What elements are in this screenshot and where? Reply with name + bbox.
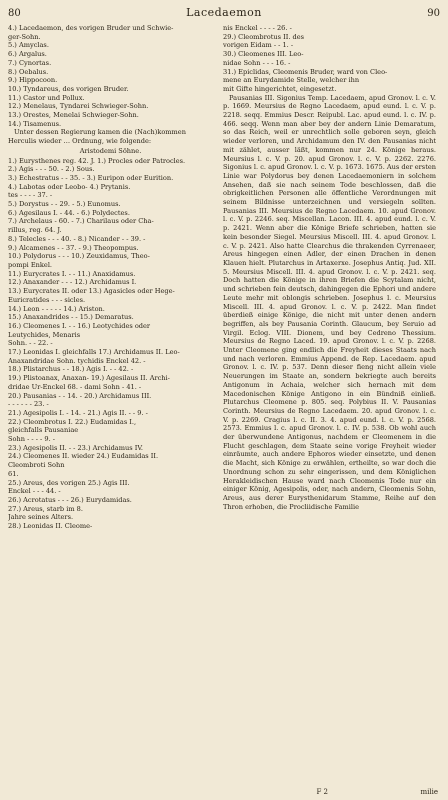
king-line: 7.) Archelaus - 60. - 7.) Charilaus oder Cha- (8, 217, 154, 226)
list-line: 6.) Argalus. (8, 50, 47, 59)
king-line: 14.) Leon - - - - - 14.) Ariston. (8, 304, 105, 313)
two-column-body (8, 24, 440, 531)
page-header (8, 6, 440, 22)
left-column (8, 24, 213, 531)
king-line: gleichfalls Pausaniae (8, 426, 79, 435)
king-line: 26.) Acrotatus - - - 26.) Eurydamidas. (8, 495, 132, 504)
king-line: Sohn. - - 22. - (8, 339, 53, 348)
king-line: 9.) Alcamenes - - 37. - 9.) Theopompus. (8, 243, 139, 252)
king-line: 5.) Dorystus - - 29. - 5.) Eunomus. (8, 200, 121, 209)
king-line: 18.) Plistarchus - - 18.) Agis I. - - 42. - (8, 365, 134, 374)
king-line: 27.) Areus, starb im 8. (8, 504, 83, 513)
list-line: 29.) Cleombrotus II. des (223, 32, 305, 41)
right-paragraph (223, 94, 436, 512)
king-line: rillus, reg. 64. J. (8, 226, 62, 235)
left-paragraph (8, 128, 213, 145)
list-line: mene an Eurydamide Stelle, welcher ihn (223, 76, 360, 85)
king-line: 4.) Labotas oder Leobo- 4.) Prytanis. (8, 182, 131, 191)
right-paragraph-text: Pausanias III. Sigonius Temp. Lacedaem, apud Gronov. l. c. V. p. 1669. Meursius de Regno Lacedaem, apud eund. l. c. V. p. 2218. seqq. Emmius Descr. Reipubl. Lac. apud eund. l. c. IV. p. 466. seqq. Wenn man aber bey der andern Linie Demaratum, so das Reich, weil er unrechtlich solle geboren seyn, gleich wieder verloren, und Archidamum den IV. den Pausanias nicht mit zählet, ausser läßt, kommen nur 24. Könige heraus. Meursius l. c. V. p. 20. apud Gronov. l. c. V. p. 2262. 2276. Sigonius l. c. apud Gronov. l. c. V. p. 1673. 1675. Aus der ersten Linie war Polydorus bey denen Lacedaemoniern in solchem Ansehen, daß sie nach seinem Tode beschlossen, daß die obrigkeitlichen Personen alle öffentliche Verordnungen mit seinem Bildnisse unterzeichnen und versiegeln sollten. Pausanias III. Meursius de Regno Lacedaem. 10. apud Gronov. l. c. V. p. 2246. seq. Miscellan. Lacon. III. 4. apud eund. l. c. V. p. 2421. Wenn aber die Könige Briefe schrieben, hatten sie kein besonder Siegel. Meursius Miscell. III. 4. apud Gronov. l. c. V. p. 2421. Also hatte Clearchus die thrakenden Cyrrenaeer, Areus hingegen einen Adler, der einen Drachen in denen Klauen hielt. Plutarchus in Artaxerxe. Josephus Antiq. Jud. XII. 5. Meursius Miscell. III. 4. apud Gronov. l. c. V. p. 2421. seq. Doch hatten die Könige in ihren Briefen die Scytalam nicht, und schrieben fein deutsch, dahingegen die Ephori und andere Leute mehr mit oblongis schrieben. Josephus l. c. Meursius Miscell. III. 4. apud Gronov. l. c. V. p. 2422. Man findet überdieß einige Könige, die nicht mit unter denen andern begriffen, als bey Pausania Corinth. Glaucum, bey Seruio ad Virgil. Eclog. VIII. Dionem, und bey Cedreno Thessium. Meursius de Regno Laced. 19. apud Gronov. l. c. V. p. 2268. Unter Cleomene ging endlich die Freyheit dieses Staats nach und nach verloren. Emmius Append. de Rep. Lacedaem. apud Gronov. l. c. IV. p. 537. Denn dieser fieng nicht allein viele Neuerungen im Staate an, sondern bekriegte auch bereits Antigonum in Achaia, welcher sich hernach mit dem Macedonischen Könige Antigono in ein Bündniß einließ. Plutarchus Cleomene p. 805. seq. Polybius II. V. Pausanias Corinth. Meursius de Regno Lacedaem. 20. apud Gronov. l. c. V. p. 2269. Cragius l. c. II. 3. 4. apud eund. l. c. V. p. 2568. 2573. Emmius l. c. apud Gronov. l. c. IV. p. 538. Ob wohl auch der überwundene Antigonus, nachdem er Cleomenem in die Flucht geschlagen, dem Staate seine vorige Freyheit wieder einräumte, auch andere Ephoros wieder einsetzte, und denen die Macht, sich Könige zu erwählen, ertheilte, so war doch die Unordnung schon zu sehr eingerissen, und dem Königlichen Herakleidischen Hause ward nach Cleomenis Tode nur ein einiger König, Agesipolis, oder, nach andern, Cleomenis Sohn, Areus, aus derer Eurysthenidarum Stamme, Reihe auf den Thron erhoben, die Procliidische Familie (223, 93, 436, 511)
list-line: 7.) Cynortas. (8, 58, 52, 67)
king-line: 12.) Anaxander - - - 12.) Archidamus I. (8, 278, 137, 287)
king-line: 28.) Leonidas II. Cleome- (8, 522, 93, 531)
king-line: 15.) Anaxandrides - - 15.) Demaratus. (8, 313, 134, 322)
king-line: 6.) Agesilaus I. - 44. - 6.) Polydectes. (8, 208, 130, 217)
list-line: 8.) Oebalus. (8, 67, 49, 76)
king-line: 61. (8, 469, 19, 478)
king-line: tes - - - - 37. - (8, 191, 53, 200)
king-line: - - - - - - 23. - (8, 400, 49, 409)
king-line: 23.) Agesipolis II. - - 23.) Archidamus IV. (8, 443, 144, 452)
list-line: 14.) Tisamenus. (8, 119, 62, 128)
king-line: 19.) Plistoanax, Anaxan- 19.) Agesilaus II. Archi- (8, 374, 170, 383)
king-line: 22.) Cleombrotus I. 22.) Eudamidas I., (8, 417, 137, 426)
king-line: Leutychides, Menaris (8, 330, 81, 339)
list-line: 30.) Cleomenes III. Leo- (223, 50, 304, 59)
list-line: mit Gifte hingerichtet, eingesetzt. (223, 84, 337, 93)
left-top-list (8, 24, 213, 128)
king-line: 8.) Telecles - - - 40. - 8.) Nicander - - 39. - (8, 234, 146, 243)
king-line: 21.) Agesipolis I. - 14. - 21.) Agis II. - - 9. - (8, 408, 148, 417)
signature-mark: F 2 (316, 788, 328, 796)
king-line: Enckel - - - 44. - (8, 487, 61, 496)
right-top-list (223, 24, 436, 94)
king-line: 20.) Pausanias - - 14. - 20.) Archidamus III. (8, 391, 152, 400)
list-line: 9.) Hippocoon. (8, 76, 58, 85)
list-line: 4.) Lacedaemon, des vorigen Bruder und Schwie- (8, 24, 174, 32)
king-line: Anaxandridae Sohn. tychidis Enckel 42. - (8, 356, 146, 365)
page-number-right: 90 (427, 8, 440, 19)
king-line: 10.) Polydorus - - - 10.) Zeuxidamus, Theo- (8, 252, 150, 261)
king-line: pompi Enkel. (8, 260, 53, 269)
list-line: ger-Sohn. (8, 32, 41, 41)
left-subheading: Aristodemi Söhne. (79, 146, 142, 155)
list-line: 11.) Castor und Pollux. (8, 93, 85, 102)
king-line: dridae Ur-Enckel 68. - dami Sohn - 41. - (8, 382, 142, 391)
list-line: 13.) Orestes, Menelai Schwieger-Sohn. (8, 111, 139, 120)
king-line: 17.) Leonidas I. gleichfalls 17.) Archidamus II. Leo- (8, 348, 180, 357)
list-line: nidae Sohn - - - 16. - (223, 58, 291, 67)
list-line: 10.) Tyndareus, des vorigen Bruder. (8, 84, 129, 93)
king-line: 24.) Cleomenes II. wieder 24.) Eudamidas II. (8, 452, 159, 461)
catchword: milie (420, 788, 438, 796)
king-line: 11.) Eurycrates I. - - 11.) Anaxidamus. (8, 269, 136, 278)
king-line: 16.) Cleomenes I. - - 16.) Leotychides oder (8, 321, 151, 330)
list-line: 5.) Amyclas. (8, 41, 49, 50)
king-line: 2.) Agis - - - 50. - 2.) Sous. (8, 165, 95, 174)
right-column (223, 24, 436, 531)
list-line: 31.) Epiclidas, Cleomenis Bruder, ward von Cleo- (223, 67, 388, 76)
kings-list (8, 157, 213, 531)
page-number-left: 80 (8, 8, 21, 19)
king-line: 13.) Eurycrates II. oder 13.) Agasicles oder Hege- (8, 287, 175, 296)
left-paragraph-text: Unter dessen Regierung kamen die (Nach)kommen Herculis wieder … Ordnung, wie folgende: (8, 128, 186, 146)
king-line: 25.) Areus, des vorigen 25.) Agis III. (8, 478, 130, 487)
list-line: vorigen Eidam - - 1. - (223, 41, 294, 50)
king-line: 1.) Eurysthenes reg. 42. J. 1.) Procles oder Patrocles. (8, 156, 186, 165)
king-line: Euricratides - - - sicles. (8, 295, 86, 304)
running-title: Lacedaemon (186, 6, 262, 19)
king-line: Cleombroti Sohn (8, 461, 65, 470)
king-line: 3.) Echestratus - - 35. - 3.) Euripon oder Eurition. (8, 173, 174, 182)
king-line: Jahre seines Alters. (8, 513, 74, 522)
king-line: Sohn - - - - 9. - (8, 435, 55, 444)
list-line: 12.) Menelaus, Tyndarei Schwieger-Sohn. (8, 102, 149, 111)
list-line: nis Enckel - - - - 26. - (223, 24, 292, 32)
